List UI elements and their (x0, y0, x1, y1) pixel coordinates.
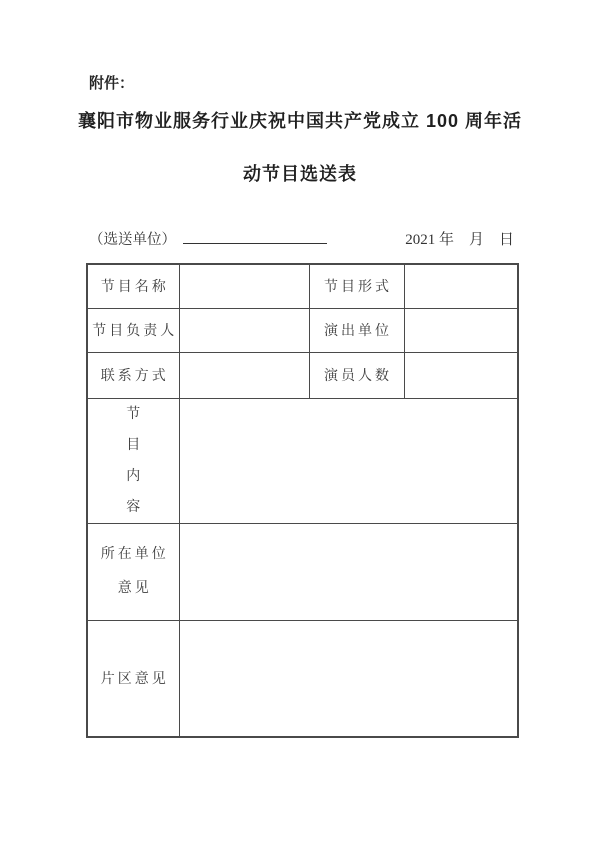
program-content-char-2: 目 (126, 437, 141, 453)
title-line-2: 动节目选送表 (243, 164, 357, 184)
field-value-program-form (404, 264, 518, 308)
attachment-label: 附件： (89, 75, 135, 92)
table-row (87, 308, 518, 352)
field-label-performing-unit: 演出单位 (309, 308, 404, 352)
field-label-unit-opinion (87, 523, 179, 620)
field-label-program-name: 节目名称 (87, 264, 179, 308)
field-value-program-leader (179, 308, 309, 352)
table-row (87, 352, 518, 398)
program-content-char-4: 容 (126, 499, 141, 515)
program-submission-table (86, 263, 519, 738)
field-label-contact: 联系方式 (87, 352, 179, 398)
table-row (87, 523, 518, 620)
unit-opinion-line-1: 所在单位 (100, 546, 169, 562)
field-label-performer-count: 演员人数 (309, 352, 404, 398)
date-text: 2021 年 月 日 (405, 232, 514, 248)
field-label-district-opinion: 片区意见 (87, 620, 179, 737)
table-row (87, 264, 518, 308)
field-label-program-form: 节目形式 (309, 264, 404, 308)
field-value-performing-unit (404, 308, 518, 352)
field-value-district-opinion (179, 620, 518, 737)
table-row (87, 620, 518, 737)
field-label-program-leader: 节目负责人 (87, 308, 179, 352)
document-title (50, 111, 550, 184)
field-value-contact (179, 352, 309, 398)
field-value-program-name (179, 264, 309, 308)
program-content-char-1: 节 (126, 406, 141, 422)
field-label-program-content (87, 398, 179, 523)
program-content-char-3: 内 (126, 468, 141, 484)
field-value-unit-opinion (179, 523, 518, 620)
field-value-program-content (179, 398, 518, 523)
unit-opinion-line-2: 意见 (117, 580, 152, 596)
table-row (87, 398, 518, 523)
field-value-performer-count (404, 352, 518, 398)
submitting-unit-label: （选送单位） (89, 232, 176, 248)
title-line-1: 襄阳市物业服务行业庆祝中国共产党成立 100 周年活 (77, 111, 523, 131)
meta-row (89, 228, 516, 250)
submitting-unit-blank-line (183, 228, 327, 244)
